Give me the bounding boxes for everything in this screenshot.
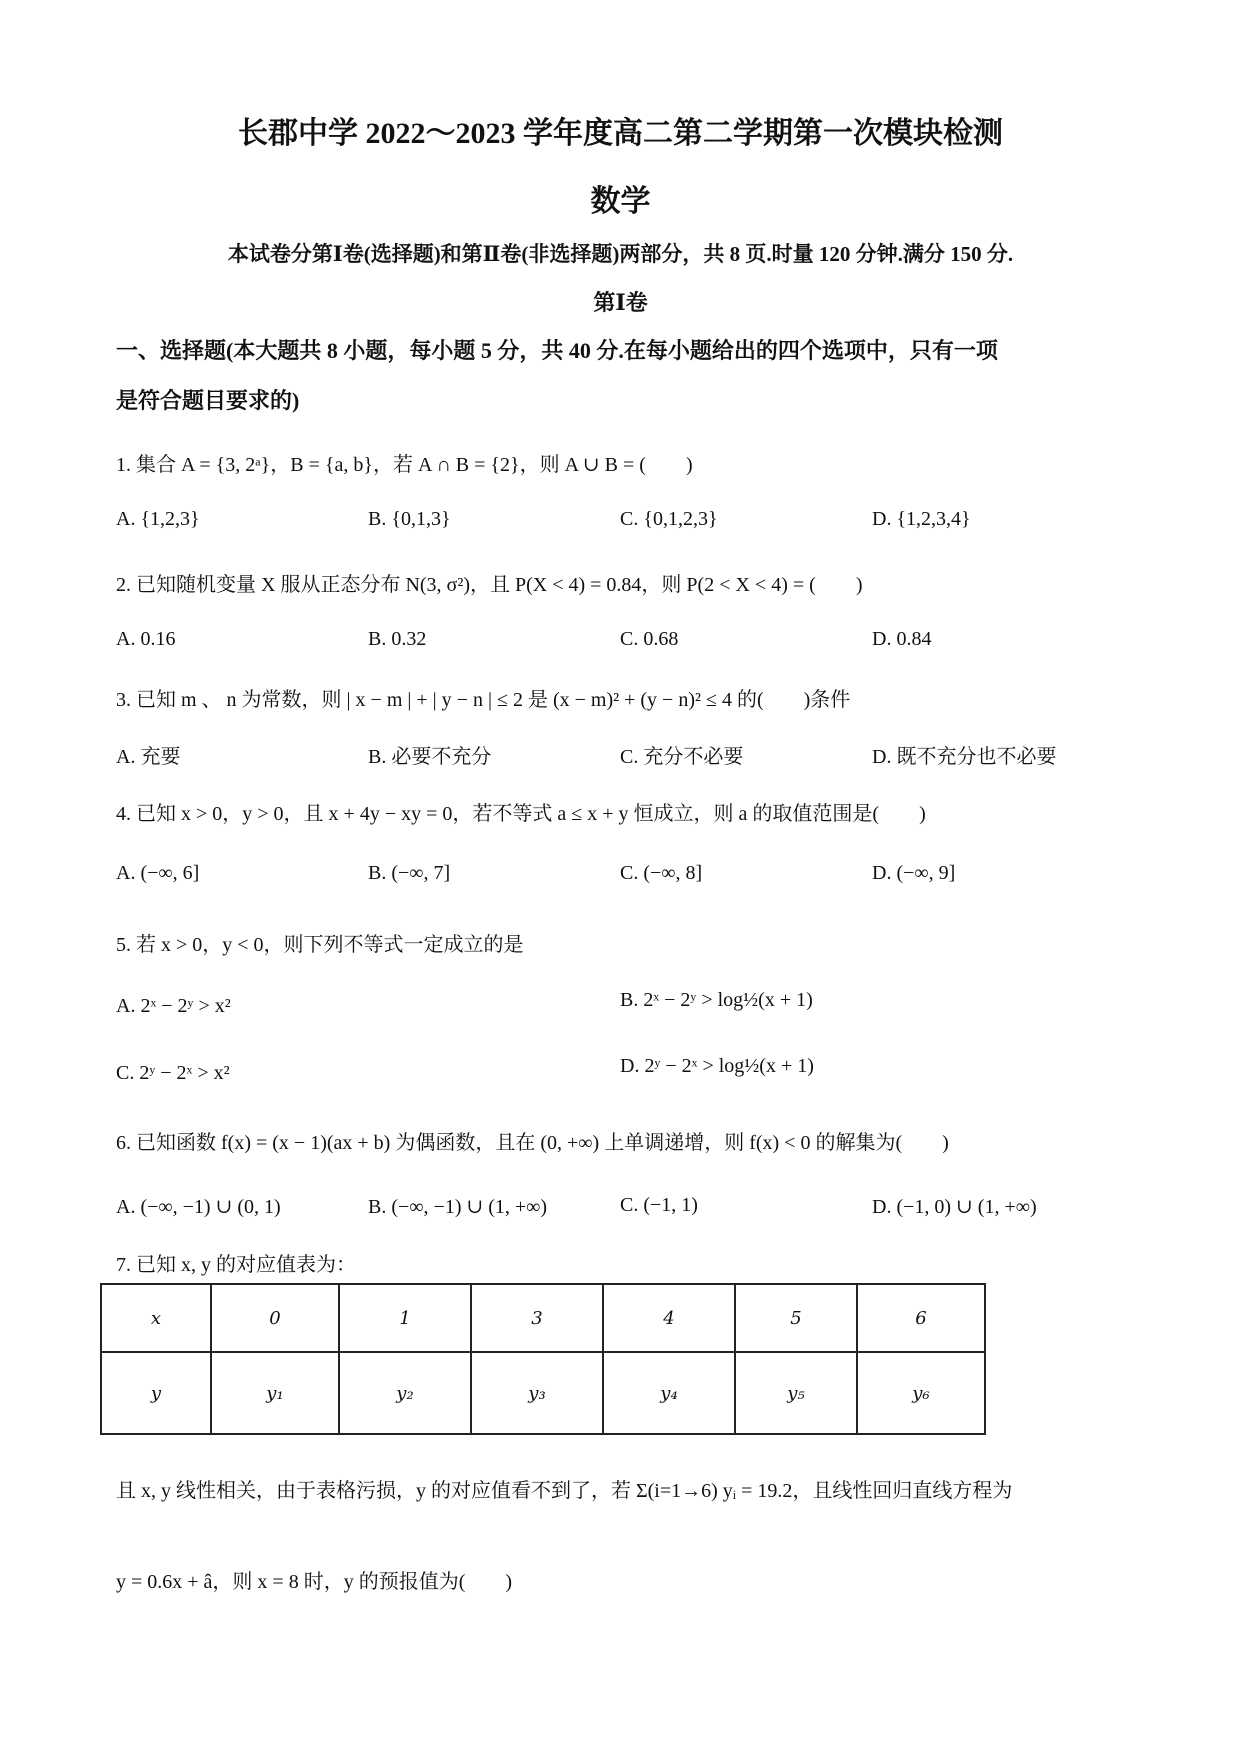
question-5-option-c: C. 2ʸ − 2ˣ > x² (116, 1062, 230, 1084)
table-cell: 5 (735, 1284, 857, 1352)
question-7-stem: 7. 已知 x, y 的对应值表为： (116, 1254, 356, 1276)
question-6-option-d: D. (−1, 0) ∪ (1, +∞) (872, 1196, 1037, 1218)
question-5-option-a: A. 2ˣ − 2ʸ > x² (116, 995, 231, 1017)
question-3-option-d: D. 既不充分也不必要 (872, 746, 1057, 768)
question-2-stem: 2. 已知随机变量 X 服从正态分布 N(3, σ²)，且 P(X < 4) = 0.84，则 P(2 < X < 4) = ( ) (116, 574, 863, 596)
table-cell: x (101, 1284, 211, 1352)
exam-note: 本试卷分第Ⅰ卷(选择题)和第Ⅱ卷(非选择题)两部分，共 8 页.时量 120 分钟.满分 150 分. (227, 242, 1014, 266)
question-6-option-c: C. (−1, 1) (620, 1194, 698, 1216)
table-cell: 1 (339, 1284, 471, 1352)
section-heading-line1: 一、选择题(本大题共 8 小题，每小题 5 分，共 40 分.在每小题给出的四个选项中，只有一项 (116, 338, 998, 363)
question-3-option-a: A. 充要 (116, 746, 181, 768)
question-1-option-d: D. {1,2,3,4} (872, 508, 971, 530)
table-cell: 3 (471, 1284, 603, 1352)
subject-title: 数学 (590, 185, 651, 218)
table-cell: y (101, 1352, 211, 1434)
question-1-option-a: A. {1,2,3} (116, 508, 200, 530)
question-2-option-d: D. 0.84 (872, 628, 932, 650)
question-3-stem: 3. 已知 m 、 n 为常数，则 | x − m | + | y − n | ≤ 2 是 (x − m)² + (y − n)² ≤ 4 的( )条件 (116, 689, 851, 711)
table-cell: 6 (857, 1284, 985, 1352)
question-1-stem: 1. 集合 A = {3, 2ᵃ}，B = {a, b}，若 A ∩ B = {2}，则 A ∪ B = ( ) (116, 454, 693, 476)
question-4-option-d: D. (−∞, 9] (872, 862, 956, 884)
table-cell: y₂ (339, 1352, 471, 1434)
exam-title: 长郡中学 2022～2023 学年度高二第二学期第一次模块检测 (238, 117, 1003, 150)
question-2-option-a: A. 0.16 (116, 628, 176, 650)
value-table (100, 1283, 986, 1435)
question-1-option-b: B. {0,1,3} (368, 508, 451, 530)
table-cell: y₄ (603, 1352, 735, 1434)
question-3-option-c: C. 充分不必要 (620, 746, 744, 768)
question-5-option-d: D. 2ʸ − 2ˣ > log½(x + 1) (620, 1055, 814, 1077)
question-7-continuation-2: y = 0.6x + â，则 x = 8 时，y 的预报值为( ) (116, 1571, 513, 1593)
question-4-option-a: A. (−∞, 6] (116, 862, 200, 884)
question-5-option-b: B. 2ˣ − 2ʸ > log½(x + 1) (620, 989, 813, 1011)
question-2-option-c: C. 0.68 (620, 628, 679, 650)
table-cell: y₃ (471, 1352, 603, 1434)
question-6-option-b: B. (−∞, −1) ∪ (1, +∞) (368, 1196, 548, 1218)
question-4-stem: 4. 已知 x > 0，y > 0，且 x + 4y − xy = 0，若不等式 a ≤ x + y 恒成立，则 a 的取值范围是( ) (116, 803, 926, 825)
table-cell: 4 (603, 1284, 735, 1352)
question-1-option-c: C. {0,1,2,3} (620, 508, 718, 530)
question-2-option-b: B. 0.32 (368, 628, 427, 650)
question-4-option-c: C. (−∞, 8] (620, 862, 703, 884)
question-3-option-b: B. 必要不充分 (368, 746, 492, 768)
question-6-option-a: A. (−∞, −1) ∪ (0, 1) (116, 1196, 281, 1218)
volume-heading: 第Ⅰ卷 (593, 290, 648, 315)
table-row-y (101, 1352, 985, 1434)
question-6-stem: 6. 已知函数 f(x) = (x − 1)(ax + b) 为偶函数，且在 (0, +∞) 上单调递增，则 f(x) < 0 的解集为( ) (116, 1132, 949, 1154)
table-cell: y₁ (211, 1352, 339, 1434)
table-cell: y₆ (857, 1352, 985, 1434)
question-4-option-b: B. (−∞, 7] (368, 862, 451, 884)
table-row-x (101, 1284, 985, 1352)
section-heading-line2: 是符合题目要求的) (116, 388, 300, 413)
question-5-stem: 5. 若 x > 0，y < 0，则下列不等式一定成立的是 (116, 934, 524, 956)
table-cell: y₅ (735, 1352, 857, 1434)
question-7-continuation-1: 且 x, y 线性相关，由于表格污损，y 的对应值看不到了，若 Σ(i=1→6) yᵢ = 19.2，且线性回归直线方程为 (116, 1480, 1013, 1502)
table-cell: 0 (211, 1284, 339, 1352)
